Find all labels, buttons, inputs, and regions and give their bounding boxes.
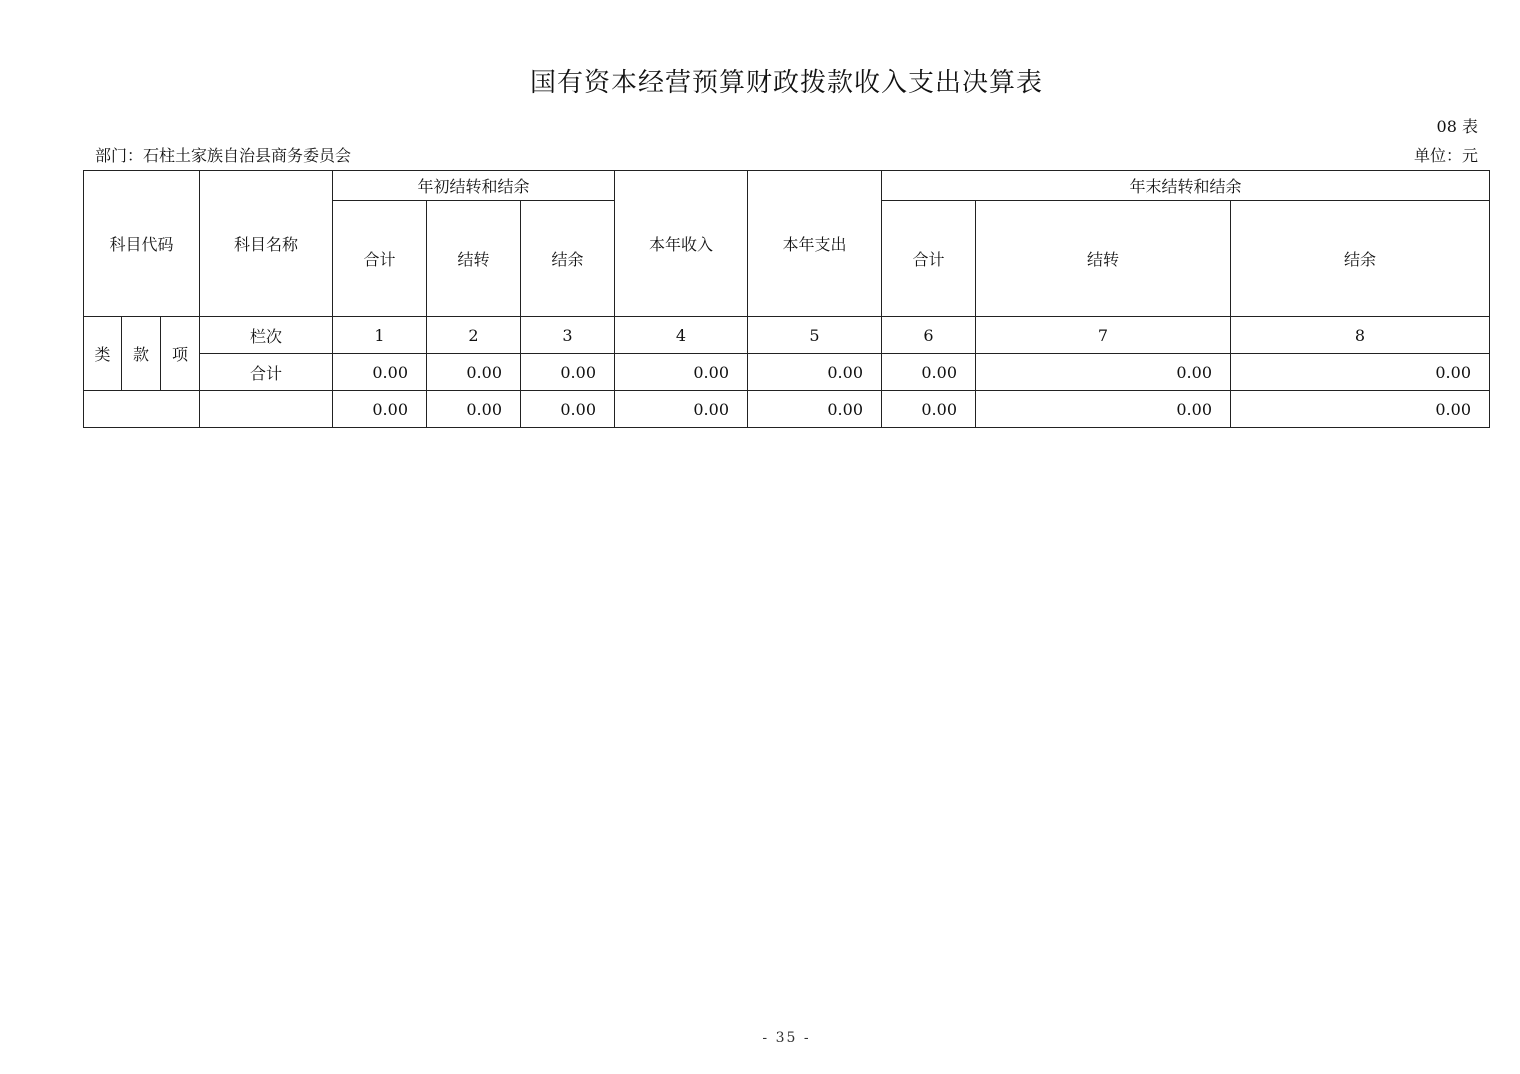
column-number: 5 — [748, 317, 882, 354]
row-value: 0.00 — [333, 391, 427, 428]
table-number: 08 表 — [1436, 117, 1478, 136]
column-number: 4 — [615, 317, 748, 354]
header-current-income: 本年收入 — [615, 171, 748, 317]
department-label: 部门：石柱土家族自治县商务委员会 — [95, 146, 352, 165]
table-row — [84, 391, 1490, 428]
budget-table — [83, 170, 1490, 428]
column-number: 7 — [976, 317, 1231, 354]
page-title: 国有资本经营预算财政拨款收入支出决算表 — [529, 68, 1043, 98]
total-value: 0.00 — [427, 354, 521, 391]
row-subject-name — [200, 391, 333, 428]
header-row-1 — [84, 171, 1490, 201]
unit-label: 单位：元 — [1413, 146, 1478, 165]
row-value: 0.00 — [521, 391, 615, 428]
header-begin-total: 合计 — [333, 201, 427, 317]
total-value: 0.00 — [333, 354, 427, 391]
total-value: 0.00 — [748, 354, 882, 391]
header-xiang: 项 — [161, 317, 200, 391]
column-number: 2 — [427, 317, 521, 354]
page-number: - 35 - — [762, 1030, 811, 1046]
total-value: 0.00 — [976, 354, 1231, 391]
column-number: 6 — [882, 317, 976, 354]
column-number: 3 — [521, 317, 615, 354]
row-value: 0.00 — [748, 391, 882, 428]
header-subject-name: 科目名称 — [200, 171, 333, 317]
total-value: 0.00 — [521, 354, 615, 391]
header-current-expense: 本年支出 — [748, 171, 882, 317]
header-begin-balance: 结余 — [521, 201, 615, 317]
column-index-row — [84, 317, 1490, 354]
header-kuan: 款 — [122, 317, 161, 391]
column-number: 8 — [1231, 317, 1490, 354]
column-number: 1 — [333, 317, 427, 354]
total-row-label: 合计 — [200, 354, 333, 391]
total-value: 0.00 — [882, 354, 976, 391]
header-end-total: 合计 — [882, 201, 976, 317]
row-value: 0.00 — [615, 391, 748, 428]
column-index-label: 栏次 — [200, 317, 333, 354]
header-begin-group: 年初结转和结余 — [333, 171, 615, 201]
header-end-group: 年末结转和结余 — [882, 171, 1490, 201]
header-begin-carryover: 结转 — [427, 201, 521, 317]
total-value: 0.00 — [615, 354, 748, 391]
row-value: 0.00 — [976, 391, 1231, 428]
total-value: 0.00 — [1231, 354, 1490, 391]
row-value: 0.00 — [427, 391, 521, 428]
header-subject-code: 科目代码 — [84, 171, 200, 317]
header-lei: 类 — [84, 317, 122, 391]
row-subject-code — [84, 391, 200, 428]
row-value: 0.00 — [882, 391, 976, 428]
header-end-balance: 结余 — [1231, 201, 1490, 317]
total-row — [84, 354, 1490, 391]
row-value: 0.00 — [1231, 391, 1490, 428]
header-end-carryover: 结转 — [976, 201, 1231, 317]
